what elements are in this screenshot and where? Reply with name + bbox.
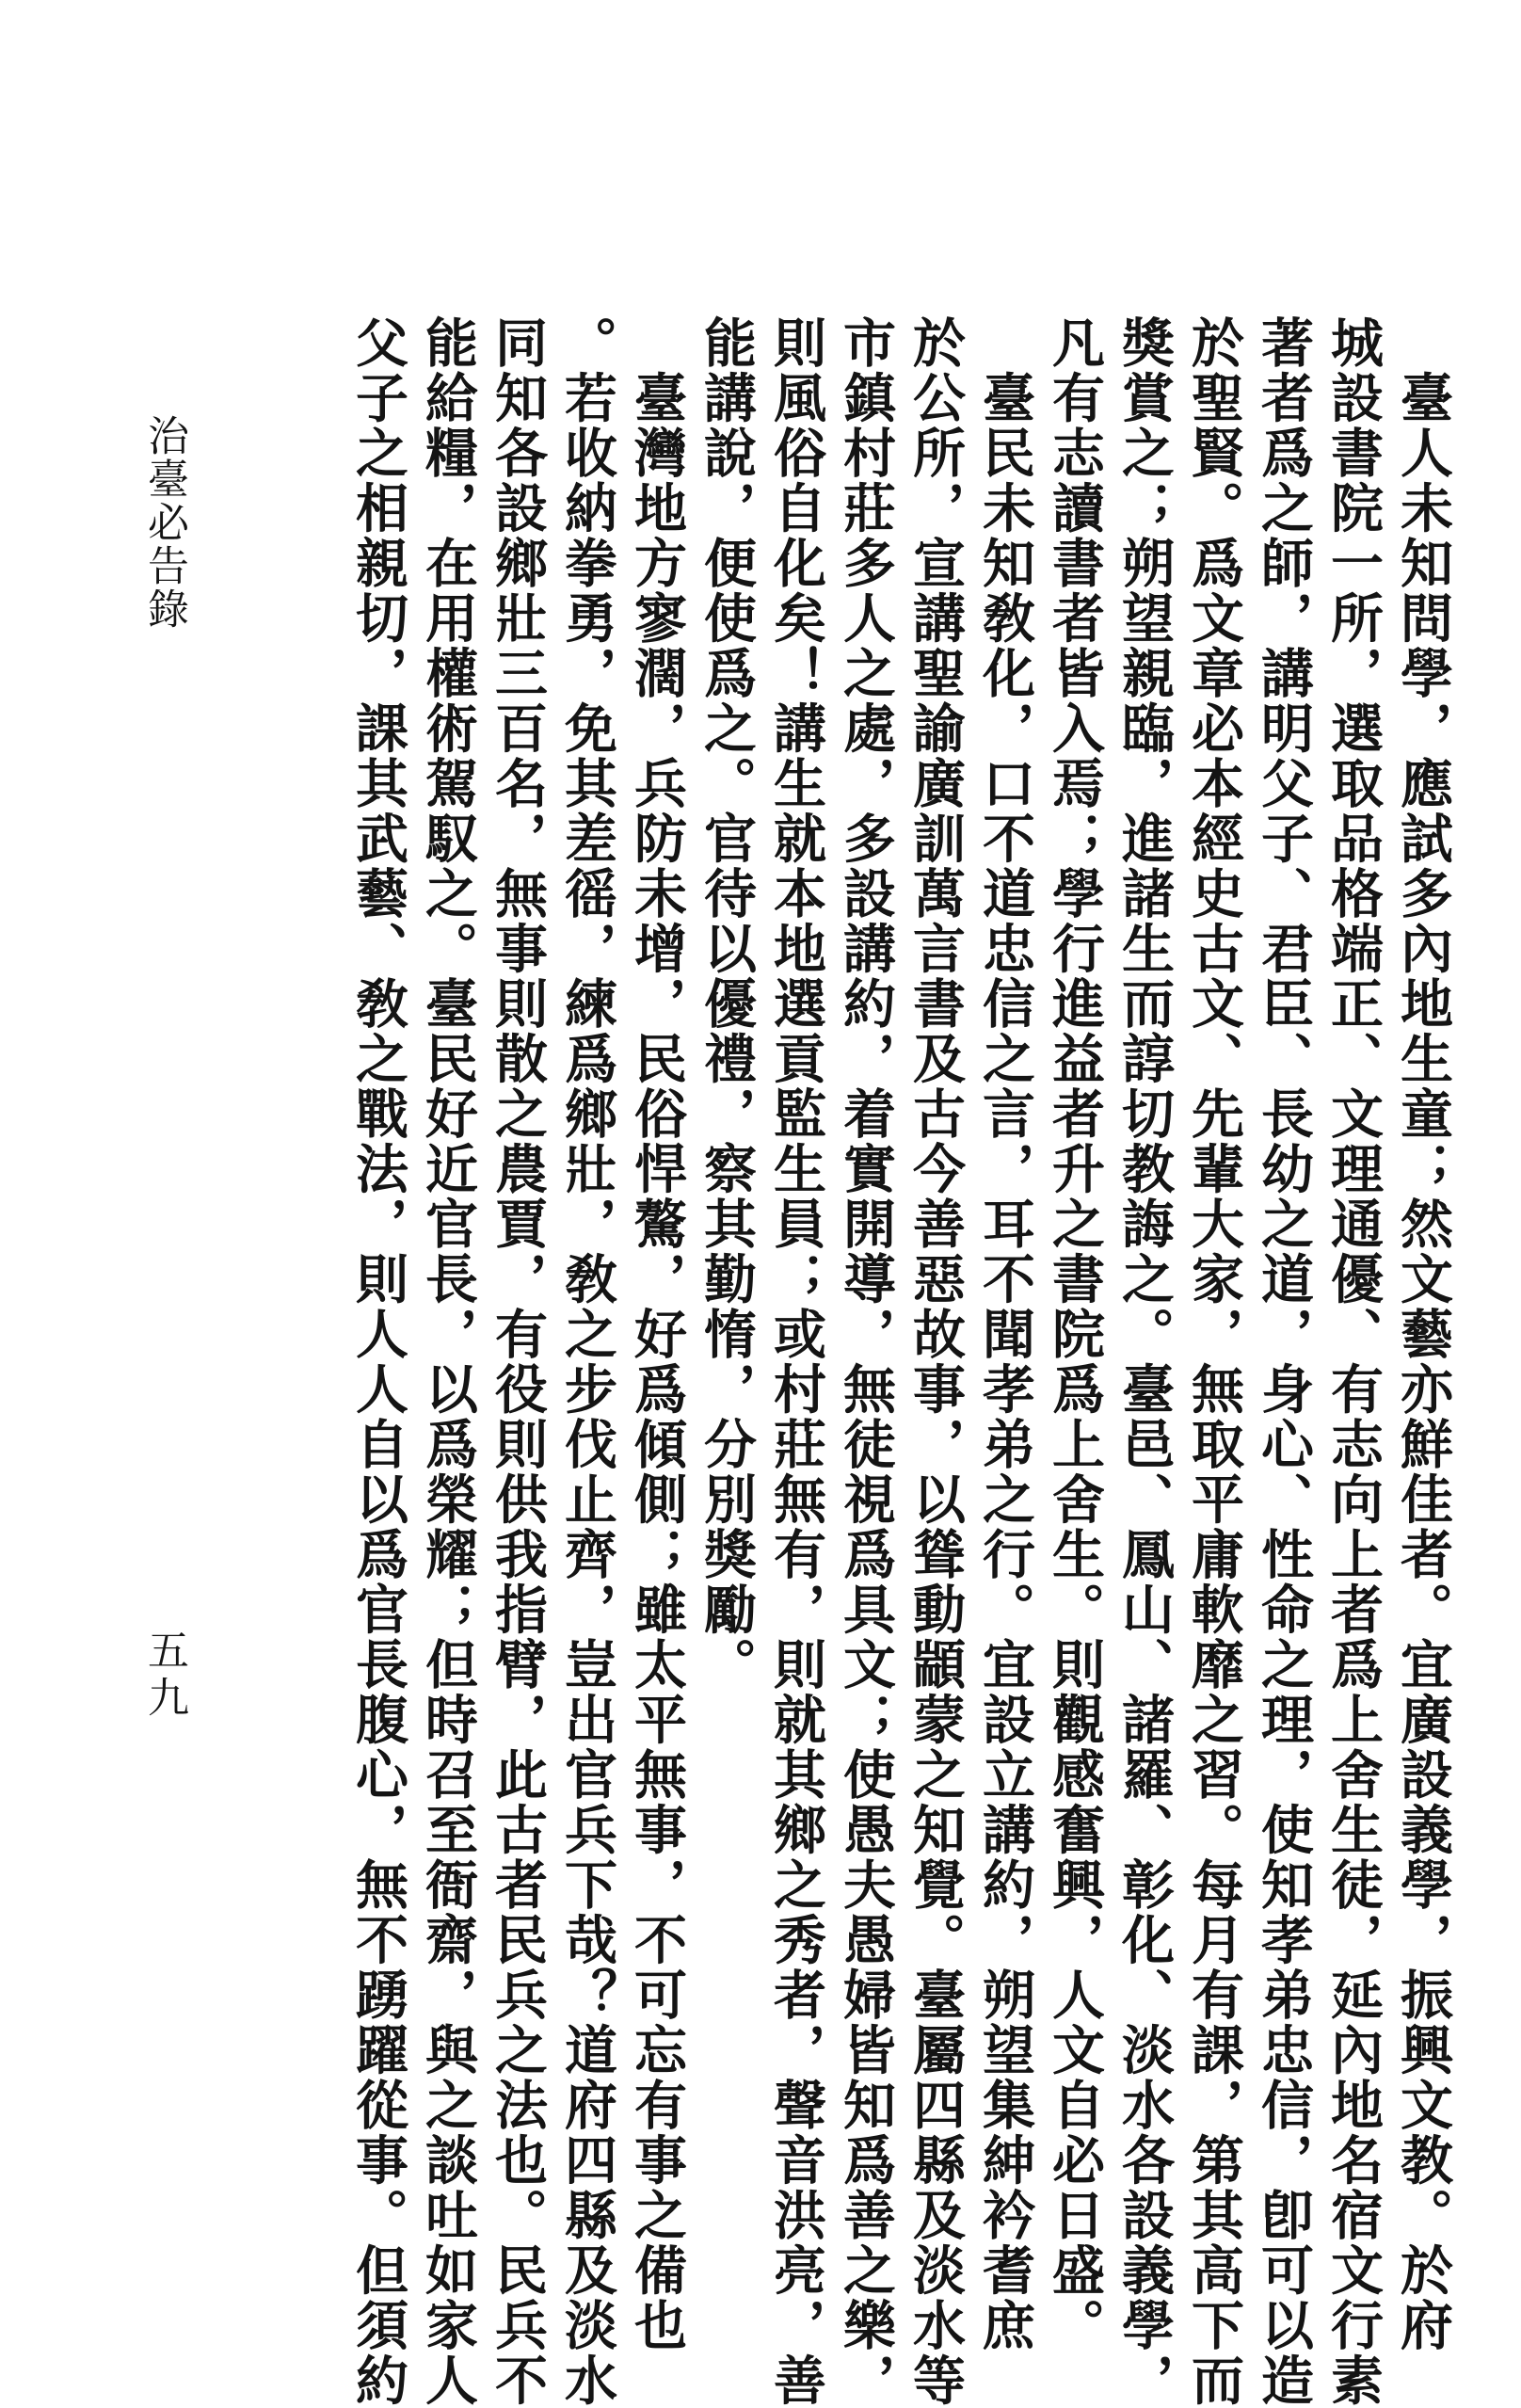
text-column: 凡有志讀書者皆入焉；學行進益者升之書院爲上舍生。則觀感奮興，人文自必日盛。 (1044, 315, 1106, 2353)
text-column: 臺灣地方寥濶，兵防未增，民俗悍驁，好爲傾側；雖太平無事，不可忘有事之備也 (626, 315, 688, 2353)
text-column: 於聖賢。爲文章必本經史古文、先輩大家，無取平庸軟靡之習。每月有課，第其高下而 (1183, 315, 1245, 2408)
text-column: 著者爲之師，講明父子、君臣、長幼之道，身心、性命之理，使知孝弟忠信，卽可以造 (1253, 315, 1315, 2408)
text-column: 能給糧，在用權術駕馭之。臺民好近官長，以爲榮耀；但時召至衙齋，與之談吐如家人 (417, 315, 479, 2408)
text-column: 臺民未知敎化，口不道忠信之言，耳不聞孝弟之行。宜設立講約，朔望集紳衿耆庶 (974, 315, 1036, 2353)
text-column: 父子之相親切，課其武藝、敎之戰法，則人人自以爲官長腹心，無不踴躍從事。但須約 (347, 315, 409, 2408)
text-column: 臺人未知問學，應試多內地生童；然文藝亦鮮佳者。宜廣設義學，振興文教。於府 (1392, 315, 1454, 2353)
text-column: 能講說，便使爲之。官待以優禮，察其勤惰，分別獎勵。 (696, 315, 758, 1693)
book-title: 治臺必告錄 (140, 414, 188, 631)
text-column: 同知各設鄉壯三百名，無事則散之農賈，有役則供我指臂，此古者民兵之法也。民兵不 (487, 315, 549, 2408)
text-column: 獎賞之；朔望親臨，進諸生而諄切教誨之。臺邑、鳳山、諸羅、彰化、淡水各設義學， (1113, 315, 1176, 2408)
page-number: 五九 (140, 1629, 188, 1723)
text-column: 城設書院一所，選取品格端正、文理通優、有志向上者爲上舍生徒，延內地名宿文行素 (1322, 315, 1385, 2408)
text-column: 於公所，宣講聖諭廣訓萬言書及古今善惡故事，以聳動顓蒙之知覺。臺屬四縣及淡水等 (905, 315, 967, 2408)
text-column: 市鎮村莊多人之處，多設講約，着實開導，無徒視爲具文；使愚夫愚婦皆知爲善之樂， (835, 315, 897, 2408)
text-column: 則風俗自化矣！講生就本地選貢監生員；或村莊無有，則就其鄉之秀者，聲音洪亮，善 (765, 315, 827, 2408)
text-column: 。若收納拳勇，免其差徭，練爲鄉壯，敎之步伐止齊，豈出官兵下哉？道府四縣及淡水 (556, 315, 618, 2408)
